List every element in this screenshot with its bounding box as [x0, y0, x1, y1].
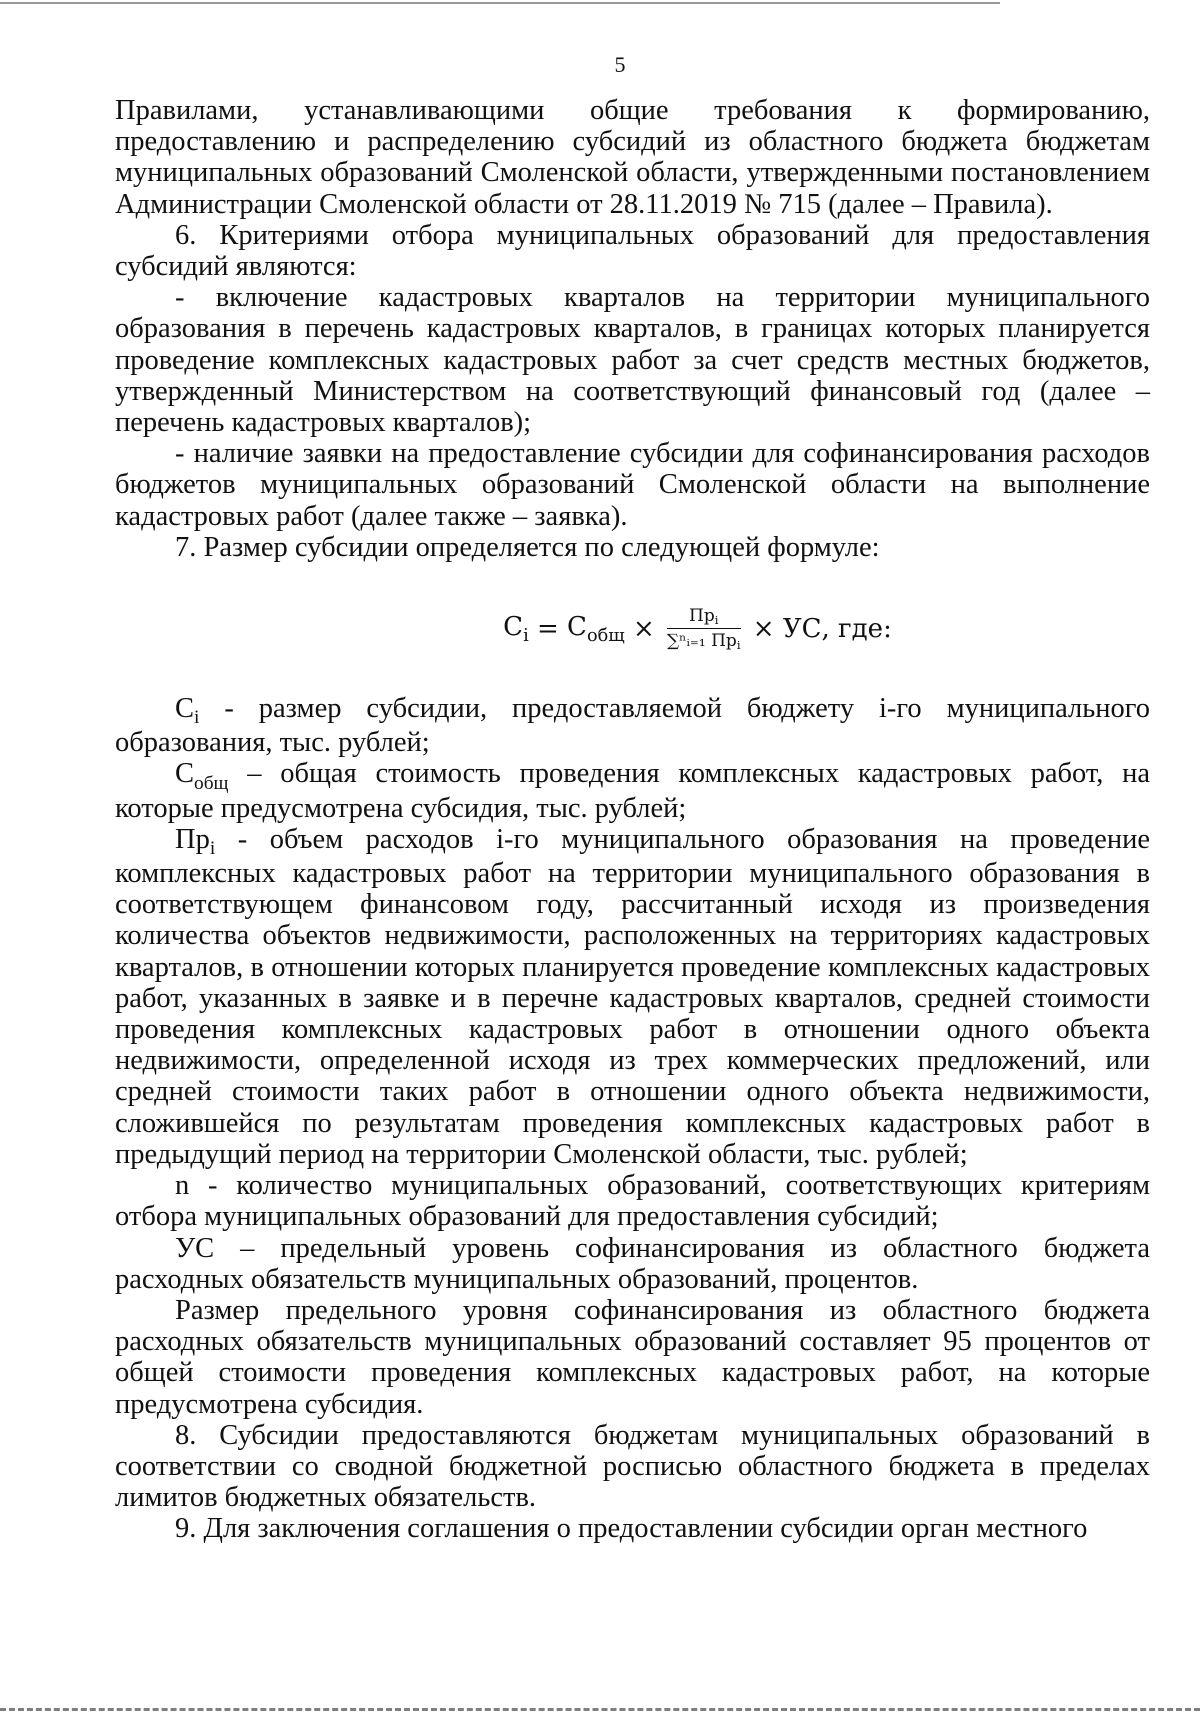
formula-lhs-symbol: C	[503, 612, 524, 643]
denominator-sum: ∑ⁿᵢ₌₁ Пр	[667, 630, 737, 651]
formula-c-total	[567, 597, 625, 660]
definition-c-total	[115, 758, 1150, 823]
numerator-subscript: i	[714, 613, 719, 628]
definition-us: УС – предельный уровень софинансирования из областного бюджета расходных обязательств муниципальных образований, процентов.	[115, 1232, 1150, 1295]
formula-c-total-symbol: C	[567, 612, 587, 643]
formula-expression	[503, 597, 892, 660]
definition-pri-symbol: Пр	[175, 823, 210, 855]
paragraph-intro-continuation: Правилами, устанавливающими общие требования к формированию, предоставлению и распределению субсидий из областного бюджета бюджетам муниципальных образований Смоленской области, утвержденными постановлением Администрации Смоленской области от 28.11.2019 № 715 (далее – Правила).	[115, 95, 1150, 220]
paragraph-6-criterion-2: - наличие заявки на предоставление субсидии для софинансирования расходов бюджетов муниципальных образований Смоленской области на выполнение кадастровых работ (далее также – заявка).	[115, 438, 1150, 532]
definition-pri-text: - объем расходов i-го муниципального образования на проведение комплексных кадастровых работ на территории муниципального образования в соответствующем финансовом году, рассчитанный исходя из произведения количества объектов недвижимости, расположенных на территориях кадастровых кварталов, в отношении которых планируется проведение комплексных кадастровых работ, указанных в заявке и в перечне кадастровых кварталов, средней стоимости проведения комплексных кадастровых работ в отношении одного объекта недвижимости, определенной исходя из трех коммерческих предложений, или средней стоимости таких работ в отношении одного объекта недвижимости, сложившейся по результатам проведения комплексных кадастровых работ в предыдущий период на территории Смоленской области, тыс. рублей;	[115, 823, 1150, 1170]
definition-c-total-subscript: общ	[194, 772, 229, 794]
numerator-symbol: Пр	[689, 605, 715, 626]
definition-c-total-symbol: C	[175, 758, 195, 790]
formula-where: где:	[838, 613, 892, 644]
scan-bottom-edge-line	[0, 1708, 1200, 1711]
formula-equals: =	[536, 613, 559, 644]
definition-pri-subscript: i	[209, 838, 216, 860]
paragraph-7: 7. Размер субсидии определяется по следующей формуле:	[175, 531, 880, 563]
definition-ci	[115, 693, 1150, 758]
page-number: 5	[614, 52, 626, 77]
definition-n: n - количество муниципальных образований, соответствующих критериям отбора муниципальных образований для предоставления субсидий;	[115, 1170, 1150, 1233]
paragraph-cofinancing-limit: Размер предельного уровня софинансирования из областного бюджета расходных обязательств муниципальных образований составляет 95 процентов от общей стоимости проведения комплексных кадастровых работ, на которые предусмотрена субсидия.	[115, 1294, 1150, 1420]
definition-ci-text: - размер субсидии, предоставляемой бюджету i-го муниципального образования, тыс. рублей;	[115, 693, 1150, 759]
denominator-subscript: i	[736, 638, 741, 653]
paragraph-6-criterion-1: - включение кадастровых кварталов на территории муниципального образования в перечень кадастровых кварталов, в границах которых планируется проведение комплексных кадастровых работ за счет средств местных бюджетов, утвержденный Министерством на соответствующий финансовый год (далее – перечень кадастровых кварталов);	[115, 282, 1150, 439]
document-body	[115, 95, 1150, 1545]
formula-c-total-subscript: общ	[586, 625, 625, 646]
formula-lhs-subscript: i	[523, 625, 529, 646]
formula-times-1: ×	[632, 613, 655, 644]
paragraph-9: 9. Для заключения соглашения о предоставлении субсидии орган местного	[175, 1513, 1088, 1545]
definition-ci-subscript: i	[194, 707, 200, 729]
definition-ci-symbol: C	[175, 693, 195, 725]
formula-lhs	[503, 597, 529, 660]
formula-fraction	[667, 606, 741, 652]
definition-c-total-text: – общая стоимость проведения комплексных кадастровых работ, на которые предусмотрена субсидия, тыс. рублей;	[115, 758, 1150, 824]
paragraph-6: 6. Критериями отбора муниципальных образований для предоставления субсидий являются:	[115, 219, 1150, 283]
scan-top-edge-line	[0, 2, 1000, 4]
definition-pri	[115, 824, 1150, 1170]
paragraph-8: 8. Субсидии предоставляются бюджетам муниципальных образований в соответствии со сводной бюджетной росписью областного бюджета в пределах лимитов бюджетных обязательств.	[115, 1419, 1150, 1514]
fraction-numerator	[667, 606, 741, 629]
fraction-denominator	[667, 629, 741, 652]
subsidy-formula	[115, 597, 1150, 657]
formula-times-us: × УС,	[752, 613, 830, 644]
